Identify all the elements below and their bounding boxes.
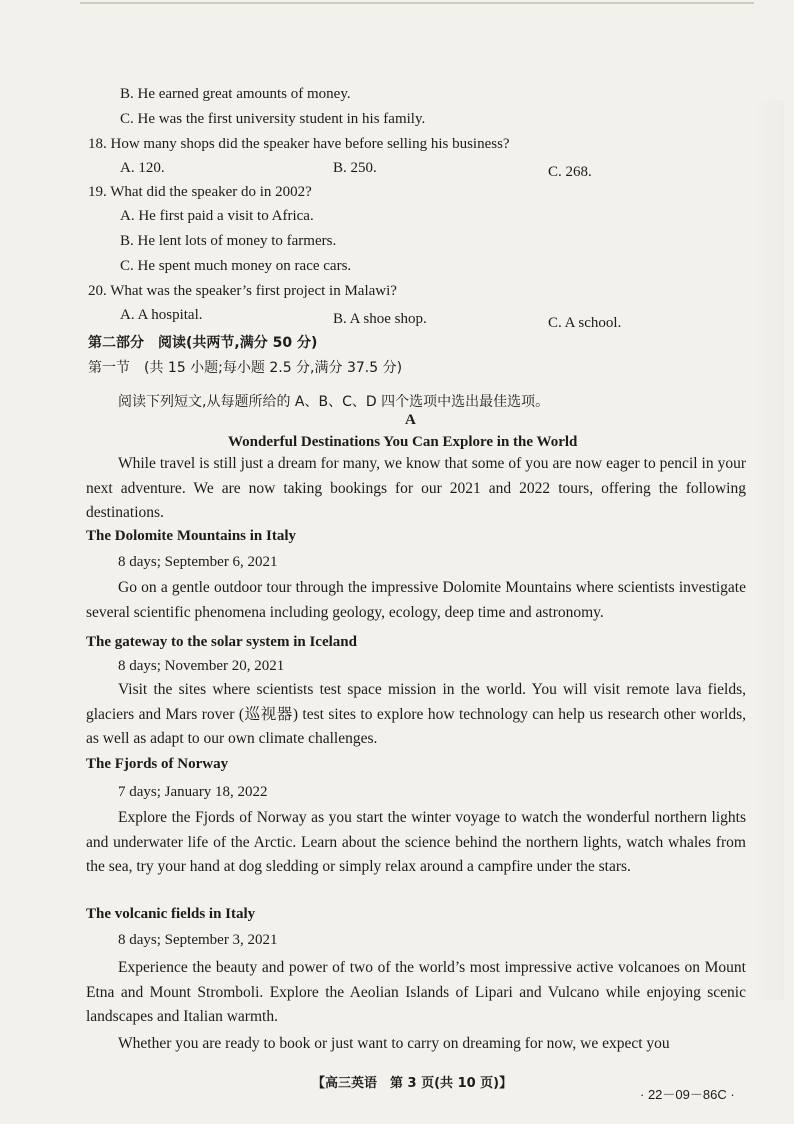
section-one-header: 第一节 (共 15 小题;每小题 2.5 分,满分 37.5 分) [88,360,403,376]
passage-title: Wonderful Destinations You Can Explore in the World [228,434,578,450]
q20-option-c: C. A school. [548,315,622,331]
question-18: 18. How many shops did the speaker have before selling his business? [88,136,510,152]
q19-option-c: C. He spent much money on race cars. [120,258,352,274]
q18-option-c: C. 268. [548,164,592,180]
destination-heading-norway: The Fjords of Norway [86,756,229,772]
q20-option-b: B. A shoe shop. [333,311,427,327]
q19-option-b: B. He lent lots of money to farmers. [120,233,337,249]
page-footer-label: 【高三英语 第 3 页(共 10 页)】 [312,1076,513,1091]
destination-date-norway: 7 days; January 18, 2022 [118,784,268,800]
question-19: 19. What did the speaker do in 2002? [88,184,312,200]
q18-option-b: B. 250. [333,160,377,176]
destination-heading-dolomites: The Dolomite Mountains in Italy [86,528,297,544]
destination-date-iceland: 8 days; November 20, 2021 [118,658,285,674]
q17-option-b: B. He earned great amounts of money. [120,86,351,102]
exam-code: · 22－09－86C · [640,1087,735,1102]
part-two-header: 第二部分 阅读(共两节,满分 50 分) [88,335,318,351]
passage-letter: A [405,412,416,428]
question-20: 20. What was the speaker’s first project in Malawi? [88,283,397,299]
q17-option-c: C. He was the first university student in his family. [120,111,426,127]
scan-edge-line [80,2,754,4]
destination-date-dolomites: 8 days; September 6, 2021 [118,554,278,570]
destination-text-dolomites: Go on a gentle outdoor tour through the impressive Dolomite Mountains where scientists investigate several scientific phenomena including geology, ecology, deep time and astronomy. [86,579,746,621]
passage-closing: Whether you are ready to book or just want to carry on dreaming for now, we expect you [118,1035,670,1052]
destination-text-norway: Explore the Fjords of Norway as you start the winter voyage to watch the wonderful northern lights and underwater life of the Arctic. Learn about the science behind the northern lights, watch whales from the sea, try your hand at dog sledding or simply relax around a campfire under the stars. [86,809,746,875]
destination-text-volcanic: Experience the beauty and power of two of the world’s most impressive active volcanoes on Mount Etna and Mount Stromboli. Explore the Aeolian Islands of Lipari and Vulcano while enjoying scenic landscapes and Italian warmth. [86,959,746,1025]
q20-option-a: A. A hospital. [120,307,203,323]
q18-option-a: A. 120. [120,160,165,176]
destination-heading-iceland: The gateway to the solar system in Iceland [86,634,357,650]
destination-text-iceland: Visit the sites where scientists test space mission in the world. You will visit remote lava fields, glaciers and Mars rover (巡视器) test sites to explore how technology can help us research other worlds, as well as adapt to our own climate challenges. [86,681,746,747]
scan-bleed-through [754,100,784,1000]
q19-option-a: A. He first paid a visit to Africa. [120,208,314,224]
destination-date-volcanic: 8 days; September 3, 2021 [118,932,278,948]
passage-intro: While travel is still just a dream for many, we know that some of you are now eager to pencil in your next adventure. We are now taking bookings for our 2021 and 2022 tours, offering the following destinations. [86,455,746,521]
destination-heading-volcanic: The volcanic fields in Italy [86,906,256,922]
reading-instruction: 阅读下列短文,从每题所给的 A、B、C、D 四个选项中选出最佳选项。 [118,394,550,410]
